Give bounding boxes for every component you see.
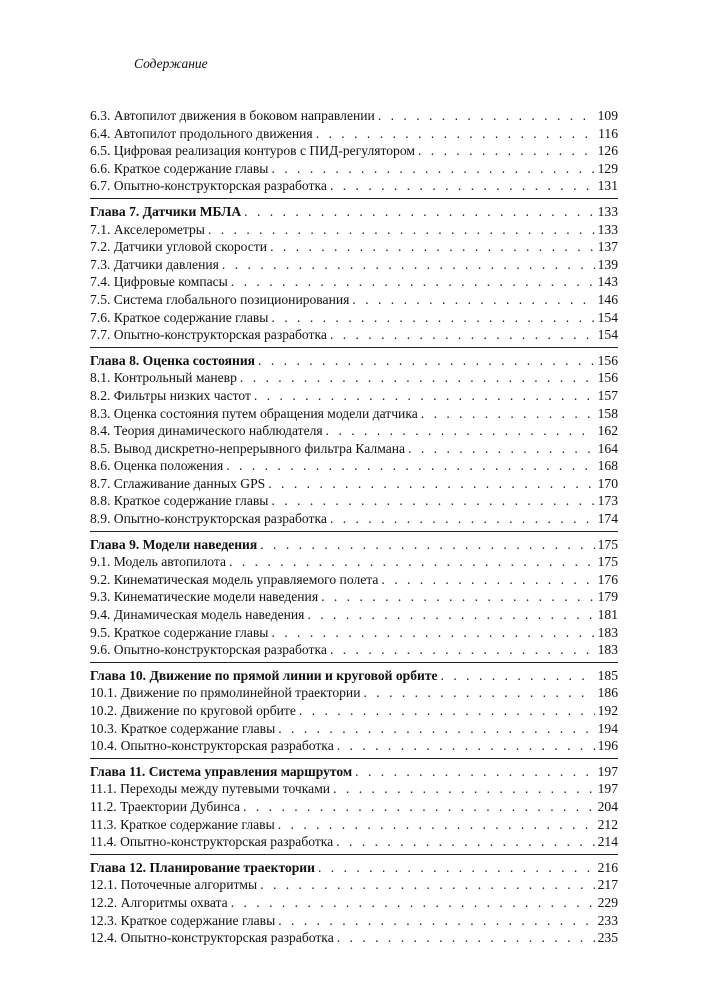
toc-chapter-page: 216 <box>597 859 618 875</box>
toc-entry-title: 7.4. Цифровые компасы <box>90 274 228 290</box>
toc-entry[interactable] <box>90 510 618 528</box>
toc-chapter-heading[interactable] <box>90 352 618 370</box>
toc-block-chapter-9 <box>90 536 618 663</box>
toc-entry-title: 7.7. Опытно-конструкторская разработка <box>90 327 327 343</box>
toc-entry-page: 139 <box>597 256 618 272</box>
dot-leader <box>271 160 594 178</box>
dot-leader <box>258 352 595 370</box>
dot-leader <box>330 326 595 344</box>
dot-leader <box>326 422 595 440</box>
toc-entry[interactable] <box>90 142 618 160</box>
toc-entry-page: 196 <box>597 738 618 754</box>
toc-chapter-heading[interactable] <box>90 667 618 685</box>
toc-entry-page: 137 <box>597 239 618 255</box>
dot-leader <box>337 929 595 947</box>
toc-entry[interactable] <box>90 256 618 274</box>
toc-entry-page: 126 <box>597 143 618 159</box>
toc-entry-title: 8.2. Фильтры низких частот <box>90 387 251 403</box>
toc-chapter-page: 175 <box>597 536 618 552</box>
toc-entry[interactable] <box>90 440 618 458</box>
table-of-contents <box>90 107 618 954</box>
toc-entry-page: 133 <box>597 221 618 237</box>
toc-entry-page: 181 <box>597 607 618 623</box>
toc-entry-title: 10.2. Движение по круговой орбите <box>90 703 296 718</box>
toc-entry-page: 197 <box>597 781 618 797</box>
toc-entry-title: 6.6. Краткое содержание главы <box>90 160 269 176</box>
toc-entry-title: 10.1. Движение по прямолинейной траектории <box>90 685 361 701</box>
toc-entry-page: 158 <box>597 405 618 421</box>
toc-entry-page: 233 <box>597 912 618 928</box>
toc-entry[interactable] <box>90 816 618 834</box>
toc-entry[interactable] <box>90 606 618 624</box>
toc-entry[interactable] <box>90 833 618 851</box>
toc-entry[interactable] <box>90 457 618 475</box>
dot-leader <box>299 702 595 720</box>
toc-entry[interactable] <box>90 702 618 720</box>
toc-entry-title: 9.4. Динамическая модель наведения <box>90 607 305 623</box>
toc-entry-title: 10.4. Опытно-конструкторская разработка <box>90 738 334 754</box>
dot-leader <box>244 203 594 221</box>
toc-entry-title: 7.6. Краткое содержание главы <box>90 309 269 325</box>
toc-entry-title: 12.1. Поточечные алгоритмы <box>90 877 258 893</box>
dot-leader <box>278 816 595 834</box>
toc-entry-page: 129 <box>597 160 618 176</box>
dot-leader <box>336 833 594 851</box>
toc-entry-title: 9.1. Модель автопилота <box>90 554 227 570</box>
toc-entry-title: 6.7. Опытно-конструкторская разработка <box>90 178 327 194</box>
toc-entry[interactable] <box>90 238 618 256</box>
dot-leader <box>271 309 594 327</box>
toc-entry[interactable] <box>90 221 618 239</box>
toc-entry-page: 164 <box>597 440 618 456</box>
toc-block-chapter-8 <box>90 352 618 532</box>
toc-entry[interactable] <box>90 273 618 291</box>
dot-leader <box>278 720 594 738</box>
dot-leader <box>243 798 595 816</box>
toc-entry-page: 156 <box>597 370 618 386</box>
toc-entry-title: 9.5. Краткое содержание главы <box>90 624 269 640</box>
toc-entry-page: 131 <box>597 178 618 194</box>
toc-entry-title: 8.3. Оценка состояния путем обращения модели датчика <box>90 405 418 421</box>
toc-entry[interactable] <box>90 309 618 327</box>
toc-entry[interactable] <box>90 291 618 309</box>
toc-block-chapter-12 <box>90 859 618 950</box>
toc-entry-page: 183 <box>597 624 618 640</box>
dot-leader <box>352 291 594 309</box>
toc-entry[interactable] <box>90 387 618 405</box>
toc-entry[interactable] <box>90 780 618 798</box>
toc-entry-title: 7.1. Акселерометры <box>90 221 205 237</box>
toc-entry-page: 157 <box>597 387 618 403</box>
toc-entry-title: 11.2. Траектории Дубинса <box>90 798 241 814</box>
toc-entry-page: 235 <box>597 930 618 946</box>
toc-entry[interactable] <box>90 492 618 510</box>
toc-entry[interactable] <box>90 475 618 493</box>
dot-leader <box>330 641 595 659</box>
toc-chapter-heading[interactable] <box>90 763 618 781</box>
toc-entry-page: 173 <box>597 493 618 509</box>
toc-entry[interactable] <box>90 624 618 642</box>
toc-chapter-title: Глава 7. Датчики МБЛА <box>90 203 242 219</box>
toc-chapter-page: 133 <box>597 203 618 219</box>
toc-chapter-title: Глава 10. Движение по прямой линии и круговой орбите <box>90 667 438 683</box>
dot-leader <box>208 221 595 239</box>
toc-entry-title: 11.4. Опытно-конструкторская разработка <box>90 834 334 850</box>
toc-entry-title: 8.8. Краткое содержание главы <box>90 493 269 509</box>
toc-entry-title: 8.4. Теория динамического наблюдателя <box>90 423 323 439</box>
toc-entry-page: 179 <box>597 589 618 605</box>
dot-leader <box>254 387 595 405</box>
toc-entry-page: 194 <box>597 720 618 736</box>
toc-chapter-page: 156 <box>597 352 618 368</box>
toc-entry-title: 12.4. Опытно-конструкторская разработка <box>90 930 334 946</box>
toc-entry-page: 192 <box>597 703 618 718</box>
toc-entry-page: 168 <box>597 458 618 474</box>
toc-entry-page: 116 <box>598 125 618 141</box>
toc-entry[interactable] <box>90 912 618 930</box>
toc-entry[interactable] <box>90 369 618 387</box>
toc-chapter-title: Глава 9. Модели наведения <box>90 536 258 552</box>
toc-entry-title: 6.4. Автопилот продольного движения <box>90 125 313 141</box>
dot-leader <box>333 780 595 798</box>
toc-entry-title: 8.7. Сглаживание данных GPS <box>90 475 266 491</box>
toc-chapter-page: 185 <box>597 667 618 683</box>
toc-entry[interactable] <box>90 798 618 816</box>
toc-entry[interactable] <box>90 641 618 659</box>
dot-leader <box>270 238 595 256</box>
dot-leader <box>316 125 595 143</box>
toc-block-chapter-7 <box>90 203 618 348</box>
toc-entry-title: 9.3. Кинематические модели наведения <box>90 589 319 605</box>
toc-chapter-page: 197 <box>597 763 618 779</box>
toc-block-chapter-11 <box>90 763 618 855</box>
dot-leader <box>226 457 594 475</box>
dot-leader <box>240 369 595 387</box>
dot-leader <box>418 142 595 160</box>
dot-leader <box>307 606 594 624</box>
dot-leader <box>355 763 594 781</box>
toc-entry-title: 8.6. Оценка положения <box>90 458 224 474</box>
toc-chapter-heading[interactable] <box>90 859 618 877</box>
toc-entry[interactable] <box>90 737 618 755</box>
toc-entry-page: 162 <box>597 423 618 439</box>
toc-entry-title: 7.5. Система глобального позиционирования <box>90 291 350 307</box>
toc-entry[interactable] <box>90 929 618 947</box>
toc-entry-title: 10.3. Краткое содержание главы <box>90 720 276 736</box>
toc-entry-title: 7.3. Датчики давления <box>90 256 219 272</box>
toc-entry-title: 11.3. Краткое содержание главы <box>90 816 275 832</box>
toc-entry[interactable] <box>90 177 618 195</box>
toc-entry-title: 8.5. Вывод дискретно-непрерывного фильтра Калмана <box>90 440 406 456</box>
toc-entry-page: 154 <box>597 309 618 325</box>
toc-chapter-heading[interactable] <box>90 203 618 221</box>
toc-entry[interactable] <box>90 684 618 702</box>
toc-entry-page: 175 <box>597 554 618 570</box>
dot-leader <box>330 510 595 528</box>
dot-leader <box>321 588 595 606</box>
toc-entry[interactable] <box>90 107 618 125</box>
dot-leader <box>421 405 595 423</box>
toc-entry[interactable] <box>90 876 618 894</box>
toc-entry[interactable] <box>90 720 618 738</box>
toc-entry-title: 8.1. Контрольный маневр <box>90 370 237 386</box>
dot-leader <box>337 737 595 755</box>
toc-entry-title: 6.5. Цифровая реализация контуров с ПИД-регулятором <box>90 143 415 159</box>
dot-leader <box>260 536 594 554</box>
toc-entry-page: 217 <box>597 877 618 893</box>
toc-chapter-title: Глава 12. Планирование траектории <box>90 859 315 875</box>
toc-entry-title: 9.2. Кинематическая модель управляемого полета <box>90 571 379 587</box>
toc-entry-page: 214 <box>597 834 618 850</box>
toc-entry-title: 8.9. Опытно-конструкторская разработка <box>90 511 327 527</box>
dot-leader <box>229 553 595 571</box>
dot-leader <box>330 177 595 195</box>
dot-leader <box>222 256 595 274</box>
dot-leader <box>271 492 594 510</box>
toc-entry[interactable] <box>90 571 618 589</box>
dot-leader <box>260 876 594 894</box>
toc-entry-title: 9.6. Опытно-конструкторская разработка <box>90 642 327 658</box>
toc-entry[interactable] <box>90 894 618 912</box>
toc-entry-title: 12.2. Алгоритмы охвата <box>90 894 228 910</box>
toc-entry-title: 11.1. Переходы между путевыми точками <box>90 781 331 797</box>
dot-leader <box>231 273 595 291</box>
dot-leader <box>408 440 595 458</box>
toc-entry-page: 183 <box>597 642 618 658</box>
toc-chapter-title: Глава 11. Система управления маршрутом <box>90 763 353 779</box>
toc-entry-page: 186 <box>597 685 618 701</box>
dot-leader <box>378 107 595 125</box>
toc-entry-page: 176 <box>597 571 618 587</box>
toc-chapter-heading[interactable] <box>90 536 618 554</box>
toc-entry[interactable] <box>90 553 618 571</box>
dot-leader <box>278 912 594 930</box>
dot-leader <box>231 894 595 912</box>
toc-entry-title: 6.3. Автопилот движения в боковом направлении <box>90 108 375 123</box>
toc-entry-title: 7.2. Датчики угловой скорости <box>90 239 268 255</box>
toc-entry-page: 154 <box>597 327 618 343</box>
toc-entry[interactable] <box>90 160 618 178</box>
toc-chapter-title: Глава 8. Оценка состояния <box>90 352 256 368</box>
dot-leader <box>318 859 595 877</box>
toc-entry-page: 143 <box>597 274 618 290</box>
toc-entry[interactable] <box>90 422 618 440</box>
dot-leader <box>363 684 594 702</box>
dot-leader <box>268 475 594 493</box>
toc-entry-title: 12.3. Краткое содержание главы <box>90 912 276 928</box>
toc-block-chapter-10 <box>90 667 618 759</box>
toc-entry[interactable] <box>90 405 618 423</box>
toc-entry-page: 170 <box>597 475 618 491</box>
toc-entry-page: 146 <box>597 291 618 307</box>
toc-entry-page: 212 <box>597 816 618 832</box>
toc-entry-page: 204 <box>597 798 618 814</box>
dot-leader <box>381 571 594 589</box>
toc-entry[interactable] <box>90 326 618 344</box>
running-title: Содержание <box>134 56 208 71</box>
dot-leader <box>441 667 595 685</box>
toc-entry[interactable] <box>90 588 618 606</box>
toc-entry-page: 109 <box>597 108 618 123</box>
toc-entry[interactable] <box>90 125 618 143</box>
toc-entry-page: 174 <box>597 511 618 527</box>
dot-leader <box>271 624 594 642</box>
toc-block-chapter-6 <box>90 107 618 199</box>
toc-entry-page: 229 <box>597 894 618 910</box>
